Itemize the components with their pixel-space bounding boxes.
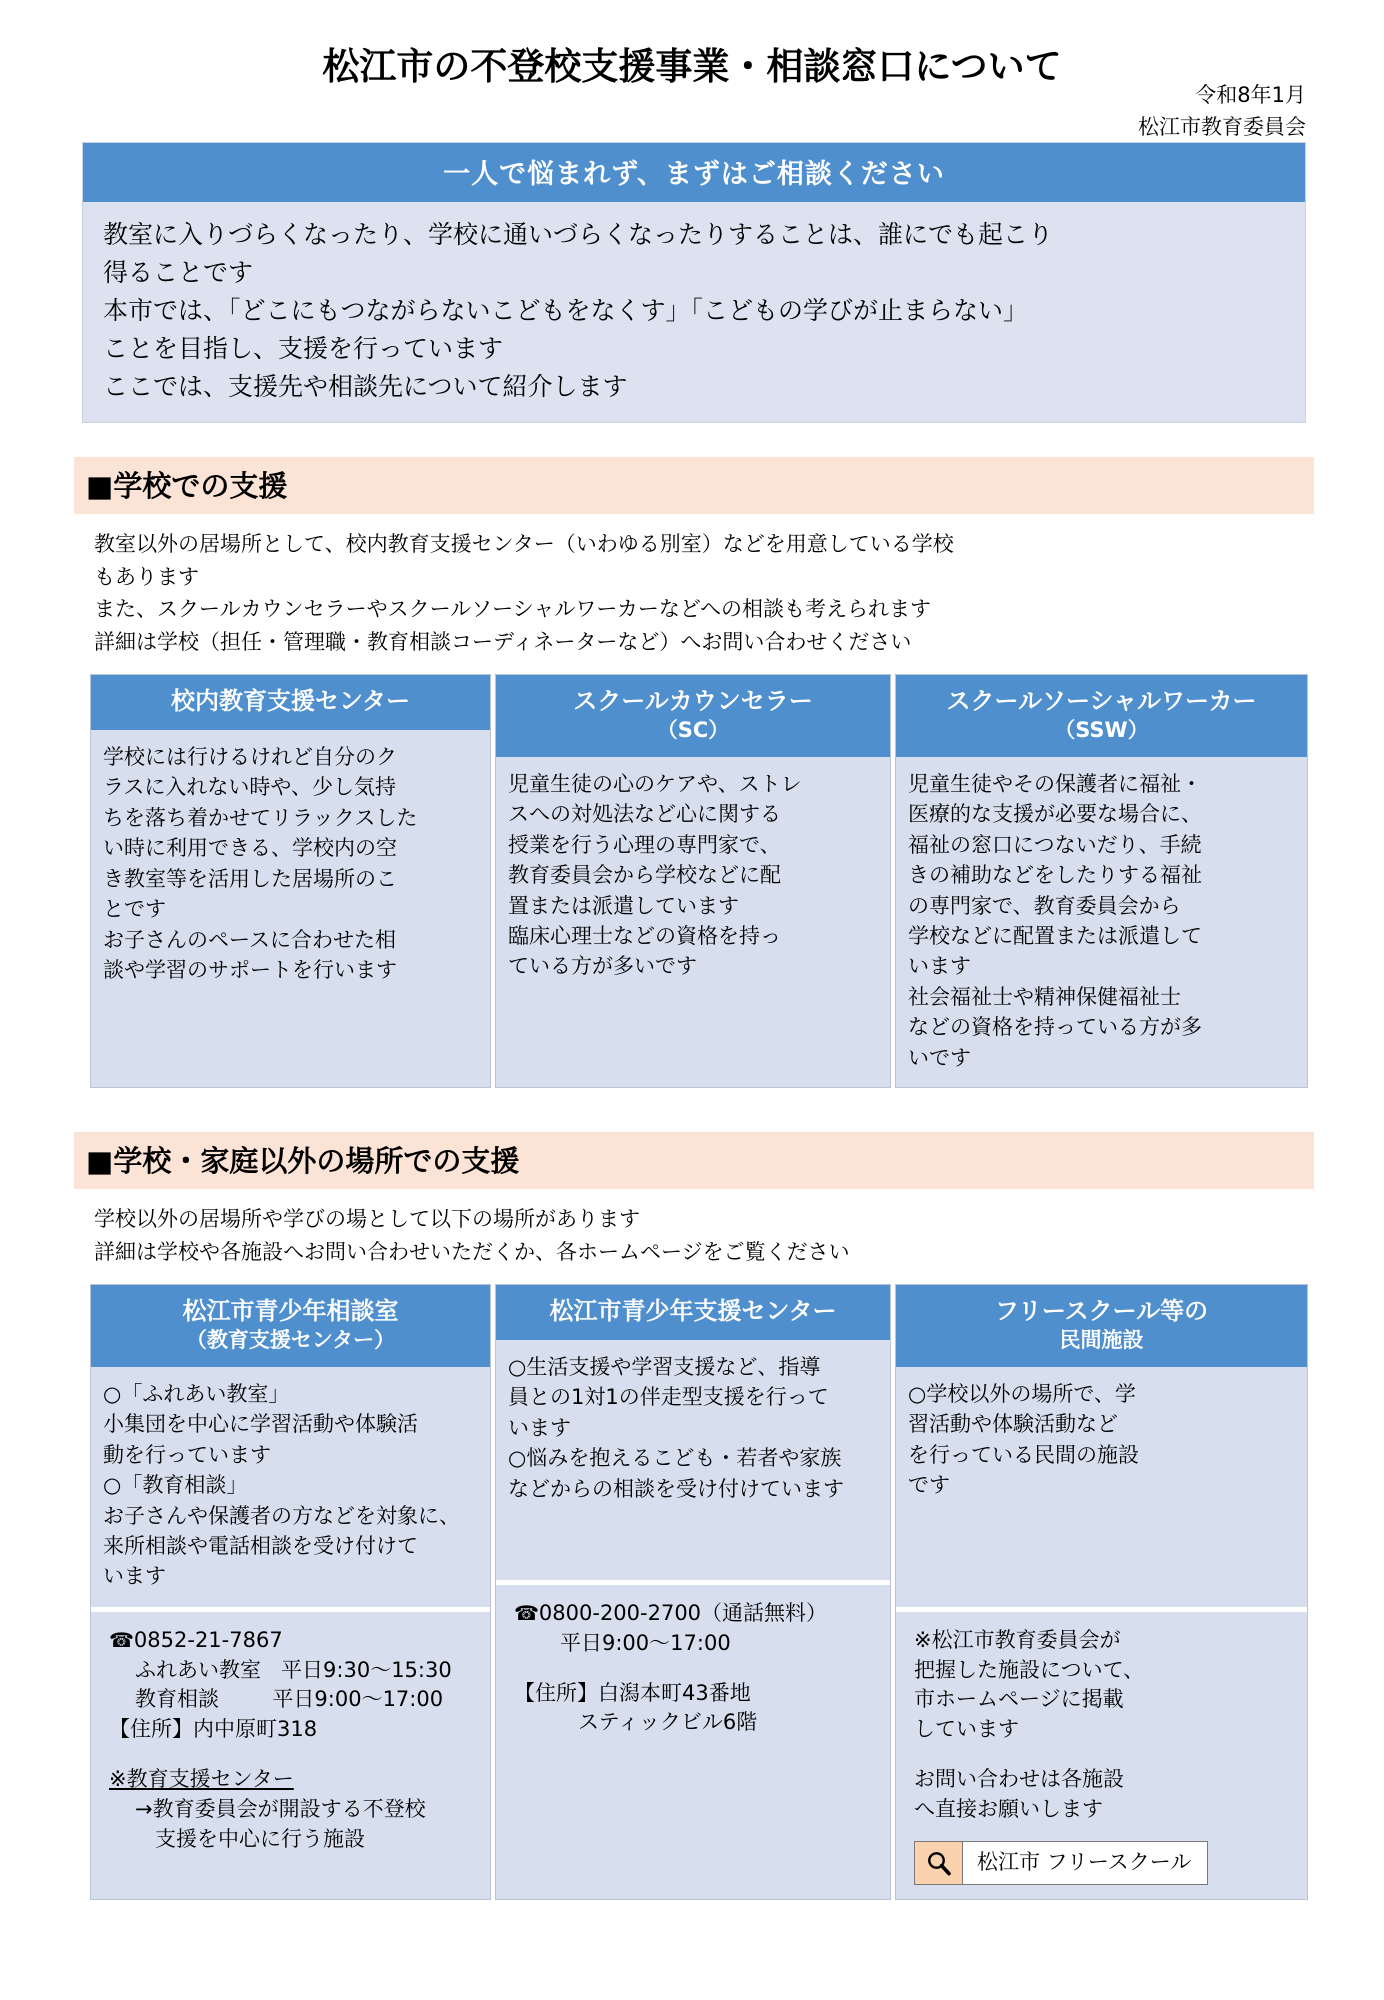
table1-col2-title: スクールカウンセラー bbox=[573, 687, 813, 716]
address-line bbox=[514, 1679, 880, 1709]
phone-number: 0852-21-7867 bbox=[133, 1627, 283, 1652]
phone-line bbox=[514, 1599, 880, 1629]
section-heading-school-support: ■学校での支援 bbox=[74, 457, 1314, 514]
lead-line: 教室に入りづらくなったり、学校に通いづらくなったりすることは、誰にでも起こり bbox=[103, 220, 1054, 249]
body-line: 臨床心理士などの資格を持っ bbox=[508, 923, 781, 948]
table1-column-school-social-worker bbox=[895, 674, 1308, 1088]
lead-line: 本市では、「どこにもつながらないこどもをなくす」「こどもの学びが止まらない」 bbox=[103, 296, 1029, 325]
body-line: 動を行っています bbox=[103, 1442, 271, 1467]
page-title: 松江市の不登校支援事業・相談窓口について bbox=[322, 45, 1062, 88]
table2-column-seishonen-soudanshitsu bbox=[90, 1284, 491, 1899]
table1-col3-header bbox=[896, 675, 1307, 757]
table2-col3-subtitle: 民間施設 bbox=[1059, 1327, 1144, 1352]
note-line: へ直接お願いします bbox=[914, 1796, 1103, 1821]
lead-line: 得ることです bbox=[103, 258, 254, 287]
address-value: 内中原町318 bbox=[193, 1717, 318, 1742]
section1-intro bbox=[94, 528, 1324, 658]
section2-intro-line: 詳細は学校や各施設へお問い合わせいただくか、各ホームページをご覧ください bbox=[94, 1239, 850, 1264]
hours-line bbox=[514, 1629, 880, 1659]
table1-column-school-counselor bbox=[495, 674, 891, 1088]
spacer bbox=[514, 1659, 880, 1679]
table1-col2-body bbox=[496, 757, 890, 1087]
body-line: の専門家で、教育委員会から bbox=[908, 893, 1181, 918]
table2-col3-contact bbox=[896, 1612, 1307, 1899]
hours-label: ふれあい教室 bbox=[135, 1657, 261, 1682]
address-label: 【住所】 bbox=[109, 1717, 193, 1742]
hours-value: 平日9:30〜15:30 bbox=[281, 1657, 452, 1682]
body-line: 学校などに配置または派遣して bbox=[908, 923, 1202, 948]
section1-intro-line: 詳細は学校（担任・管理職・教育相談コーディネーターなど）へお問い合わせください bbox=[94, 629, 912, 654]
body-line: ている方が多いです bbox=[508, 954, 697, 979]
table1-col1-title: 校内教育支援センター bbox=[170, 687, 411, 716]
spacer bbox=[109, 1745, 480, 1765]
note-line: 支援を中心に行う施設 bbox=[155, 1826, 365, 1851]
table1-col1-body bbox=[91, 730, 490, 1087]
body-line: います bbox=[908, 954, 971, 979]
body-line: お子さんや保護者の方などを対象に、 bbox=[103, 1503, 460, 1528]
body-line: 来所相談や電話相談を受け付けて bbox=[103, 1534, 418, 1559]
body-line: いです bbox=[908, 1045, 971, 1070]
body-line: ○生活支援や学習支援など、指導 bbox=[508, 1354, 821, 1379]
body-line: ○「教育相談」 bbox=[103, 1473, 248, 1498]
body-line: きの補助などをしたりする福祉 bbox=[908, 863, 1202, 888]
table2-col2-contact bbox=[496, 1585, 890, 1899]
hours-line bbox=[109, 1685, 480, 1715]
body-line: 小集団を中心に学習活動や体験活 bbox=[103, 1412, 418, 1437]
body-line: 置または派遣しています bbox=[508, 893, 739, 918]
body-line: とです bbox=[103, 897, 166, 922]
issuer-name: 松江市教育委員会 bbox=[1138, 114, 1306, 139]
spacer bbox=[914, 1745, 1297, 1765]
section1-intro-line: また、スクールカウンセラーやスクールソーシャルワーカーなどへの相談も考えられます bbox=[94, 597, 932, 622]
outside-support-table bbox=[90, 1284, 1308, 1899]
lead-body bbox=[83, 202, 1305, 422]
table1-col3-body bbox=[896, 757, 1307, 1087]
table2-col1-title: 松江市青少年相談室 bbox=[182, 1297, 399, 1326]
lead-banner: 一人で悩まれず、まずはご相談ください bbox=[83, 143, 1305, 202]
table2-column-seishonen-shien-center bbox=[495, 1284, 891, 1899]
table1-col2-header bbox=[496, 675, 890, 757]
body-line: います bbox=[508, 1415, 571, 1440]
note-line: しています bbox=[914, 1717, 1019, 1742]
body-line: い時に利用できる、学校内の空 bbox=[103, 836, 397, 861]
hours-label: 教育相談 bbox=[135, 1687, 219, 1712]
body-line: を行っている民間の施設 bbox=[908, 1442, 1139, 1467]
note-line: →教育委員会が開設する不登校 bbox=[135, 1796, 426, 1821]
issue-date: 令和8年1月 bbox=[1195, 83, 1306, 107]
table2-col2-header bbox=[496, 1285, 890, 1340]
body-line: 児童生徒の心のケアや、ストレ bbox=[508, 771, 802, 796]
table2-col1-subtitle: （教育支援センター） bbox=[185, 1327, 396, 1352]
table1-col3-title: スクールソーシャルワーカー bbox=[946, 687, 1257, 716]
body-line: 員との1対1の伴走型支援を行って bbox=[508, 1385, 829, 1410]
section2-intro bbox=[94, 1203, 1324, 1268]
note-line: 市ホームページに掲載 bbox=[914, 1687, 1124, 1712]
body-line: 児童生徒やその保護者に福祉・ bbox=[908, 771, 1202, 796]
body-line: 教育委員会から学校などに配 bbox=[508, 863, 781, 888]
section2-intro-line: 学校以外の居場所や学びの場として以下の場所があります bbox=[94, 1207, 640, 1232]
section-heading-outside-support: ■学校・家庭以外の場所での支援 bbox=[74, 1132, 1314, 1189]
lead-callout bbox=[82, 142, 1306, 423]
table1-col3-subtitle: （SSW） bbox=[1054, 717, 1149, 742]
address-line bbox=[109, 1715, 480, 1745]
note-line: ※松江市教育委員会が bbox=[914, 1627, 1121, 1652]
school-support-table bbox=[90, 674, 1308, 1088]
table2-col3-header bbox=[896, 1285, 1307, 1367]
address-value: 白潟本町43番地 bbox=[598, 1680, 751, 1705]
address-label: 【住所】 bbox=[514, 1680, 598, 1705]
table2-col3-title: フリースクール等の bbox=[994, 1297, 1209, 1326]
search-keyword-text: 松江市 フリースクール bbox=[977, 1849, 1192, 1874]
table1-col1-header bbox=[91, 675, 490, 730]
body-line: などの資格を持っている方が多 bbox=[908, 1015, 1202, 1040]
body-line: 福祉の窓口につないだり、手続 bbox=[908, 832, 1202, 857]
body-line: 授業を行う心理の専門家で、 bbox=[508, 832, 781, 857]
hours-value: 平日9:00〜17:00 bbox=[560, 1630, 731, 1655]
body-line: お子さんのペースに合わせた相 bbox=[103, 927, 396, 952]
body-line: き教室等を活用した居場所のこ bbox=[103, 866, 397, 891]
body-line: ラスに入れない時や、少し気持 bbox=[103, 775, 396, 800]
body-line: ○「ふれあい教室」 bbox=[103, 1381, 290, 1406]
body-line: です bbox=[908, 1473, 950, 1498]
telephone-icon: ☎ bbox=[514, 1600, 539, 1625]
search-icon bbox=[915, 1842, 963, 1884]
lead-line: ことを目指し、支援を行っています bbox=[103, 334, 504, 363]
body-line: います bbox=[103, 1564, 166, 1589]
body-line: などからの相談を受け付けています bbox=[508, 1476, 844, 1501]
body-line: 学校には行けるけれど自分のク bbox=[103, 744, 397, 769]
telephone-icon: ☎ bbox=[109, 1627, 134, 1652]
body-line: 習活動や体験活動など bbox=[908, 1412, 1118, 1437]
note-line: 把握した施設について、 bbox=[914, 1657, 1145, 1682]
table2-col1-contact bbox=[91, 1612, 490, 1899]
body-line: ○学校以外の場所で、学 bbox=[908, 1381, 1136, 1406]
table1-column-naibu-center bbox=[90, 674, 491, 1088]
body-line: ちを落ち着かせてリラックスした bbox=[103, 805, 418, 830]
table2-col3-body bbox=[896, 1367, 1307, 1607]
note-title: ※教育支援センター bbox=[109, 1767, 294, 1792]
table2-col1-body bbox=[91, 1367, 490, 1607]
table2-column-free-school bbox=[895, 1284, 1308, 1899]
table1-col2-subtitle: （SC） bbox=[656, 717, 730, 742]
issuer-block bbox=[1138, 80, 1306, 143]
hours-line bbox=[109, 1656, 480, 1686]
hours-value: 平日9:00〜17:00 bbox=[272, 1687, 444, 1712]
body-line: 社会福祉士や精神保健福祉士 bbox=[908, 984, 1181, 1009]
note-line: お問い合わせは各施設 bbox=[914, 1767, 1124, 1792]
section1-intro-line: もあります bbox=[94, 564, 199, 589]
lead-line: ここでは、支援先や相談先について紹介します bbox=[103, 372, 628, 401]
table2-col2-title: 松江市青少年支援センター bbox=[549, 1297, 837, 1326]
table2-col2-body bbox=[496, 1340, 890, 1580]
section1-intro-line: 教室以外の居場所として、校内教育支援センター（いわゆる別室）などを用意している学校 bbox=[94, 532, 954, 556]
phone-number: 0800-200-2700（通話無料） bbox=[538, 1600, 828, 1625]
table2-col1-header bbox=[91, 1285, 490, 1367]
title-row bbox=[60, 28, 1324, 139]
body-line: 医療的な支援が必要な場合に、 bbox=[908, 802, 1202, 827]
body-line: スへの対処法など心に関する bbox=[508, 802, 781, 827]
body-line: ○悩みを抱えるこども・若者や家族 bbox=[508, 1446, 842, 1471]
phone-line bbox=[109, 1626, 480, 1656]
search-keyword-chip[interactable] bbox=[914, 1841, 1208, 1885]
address-line-2: スティックビル6階 bbox=[578, 1710, 758, 1735]
body-line: 談や学習のサポートを行います bbox=[103, 957, 397, 982]
